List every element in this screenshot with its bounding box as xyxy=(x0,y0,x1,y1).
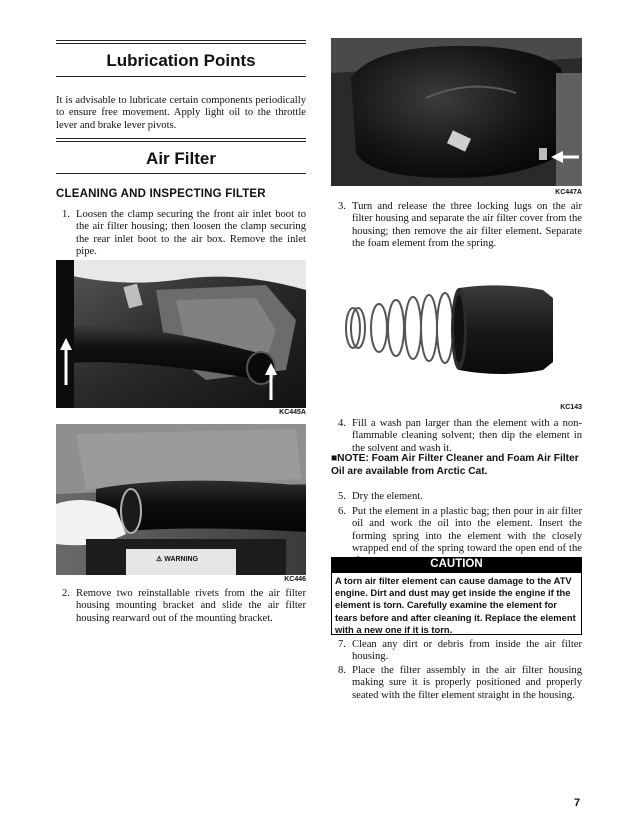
step-number: 4. xyxy=(338,418,346,429)
cleaning-subheading: CLEANING AND INSPECTING FILTER xyxy=(56,188,266,200)
rule-under-lubrication xyxy=(56,76,306,77)
caution-body: A torn air filter element can cause damage to the ATV engine. Dirt and dust may get inside the engine if the element is torn. Carefully examine the element for tears before and after cleaning it. Replace the element with a new one if it is torn. xyxy=(331,573,582,635)
filter-cover-illustration xyxy=(331,38,582,186)
step-7 xyxy=(338,639,582,665)
step-3 xyxy=(338,201,582,251)
rule-above-airfilter-1 xyxy=(56,138,306,139)
foam-spring-illustration xyxy=(331,270,582,400)
warning-sticker-text: ⚠ WARNING xyxy=(156,556,199,563)
step-number: 2. xyxy=(62,588,70,599)
step-number: 6. xyxy=(338,506,346,517)
caption-kc446: KC446 xyxy=(284,576,306,583)
step-text: Loosen the clamp securing the front air inlet boot to the air filter housing; then loosen the clamp securing the rear inlet boot to the air box. Remove the inlet pipe. xyxy=(76,209,306,257)
step-text: Place the filter assembly in the air filter housing making sure it is properly positioned and properly seated with the filter element straight in the housing. xyxy=(352,665,582,701)
lubrication-body: It is advisable to lubricate certain components periodically to ensure free movement. Apply light oil to the throttle lever and brake lever pivots. xyxy=(56,95,306,131)
step-text: Turn and release the three locking lugs on the air filter housing and separate the air filter cover from the housing; then remove the air filter element. Separate the foam element from the spring. xyxy=(352,201,582,249)
step-text: Fill a wash pan larger than the element with a non-flammable cleaning solvent; then dip the element in the solvent and wash it. xyxy=(352,418,582,454)
page-number: 7 xyxy=(574,797,581,809)
step-number: 3. xyxy=(338,201,346,212)
step-4 xyxy=(338,418,582,454)
step-number: 1. xyxy=(62,209,70,220)
caption-kc445a: KC445A xyxy=(279,409,306,416)
photo-foam-element-spring xyxy=(331,270,582,400)
caption-kc447a: KC447A xyxy=(555,189,582,196)
caption-kc143: KC143 xyxy=(560,404,582,411)
step-text: Put the element in a plastic bag; then pour in air filter oil and work the oil into the element. Insert the forming spring into the element with the closely wrapped end of the spring toward the open end of the xyxy=(352,506,582,554)
step-8 xyxy=(338,665,582,705)
engine-inlet-illustration xyxy=(56,260,306,408)
photo-housing-bracket xyxy=(56,424,306,575)
rule-above-airfilter-2 xyxy=(56,141,306,142)
step-5 xyxy=(338,491,582,505)
caution-header: CAUTION xyxy=(331,557,582,573)
step-number: 5. xyxy=(338,491,346,502)
photo-air-filter-cover xyxy=(331,38,582,186)
step-number: 8. xyxy=(338,665,346,676)
step-text: Remove two reinstallable rivets from the air filter housing mounting bracket and slide the air filter housing rearward out of the mounting bracket. xyxy=(76,588,306,624)
lubrication-title: Lubrication Points xyxy=(106,51,256,70)
filter-housing-illustration xyxy=(56,424,306,575)
rule-top-left-1 xyxy=(56,40,306,41)
rule-top-left-2 xyxy=(56,43,306,44)
photo-air-inlet-clamps xyxy=(56,260,306,408)
step-1 xyxy=(62,209,306,259)
air-filter-title: Air Filter xyxy=(146,149,216,168)
step-2 xyxy=(62,588,306,628)
rule-under-airfilter xyxy=(56,173,306,174)
step-text: Dry the element. xyxy=(352,491,423,502)
note-arctic-cat: ■NOTE: Foam Air Filter Cleaner and Foam Air Filter Oil are available from Arctic Cat. xyxy=(331,453,579,477)
step-text: Clean any dirt or debris from inside the air filter housing. xyxy=(352,639,582,663)
step-number: 7. xyxy=(338,639,346,650)
step-6 xyxy=(338,506,582,556)
